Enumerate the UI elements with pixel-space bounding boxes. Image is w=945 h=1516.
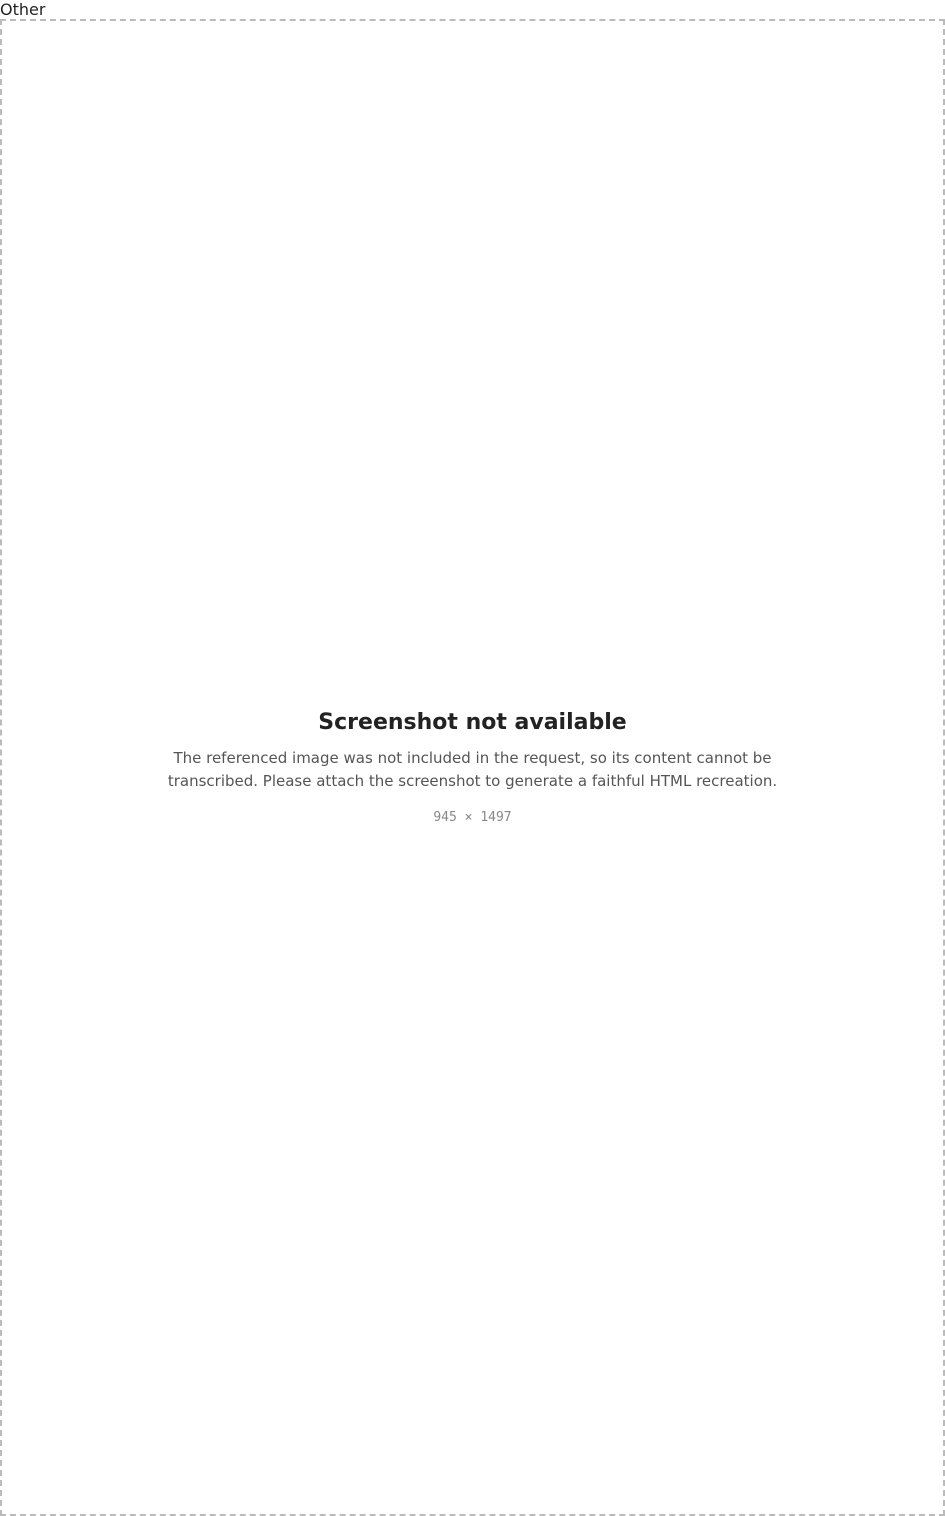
placeholder-page <box>0 19 945 1516</box>
missing-image-notice <box>129 686 817 849</box>
notice-title: Screenshot not available <box>318 710 627 735</box>
target-size-label: 945 × 1497 <box>433 810 512 825</box>
notice-body: The referenced image was not included in the request, so its content cannot be transcribed. Please attach the screenshot to generate a faithful HTML recreation. <box>167 749 778 790</box>
